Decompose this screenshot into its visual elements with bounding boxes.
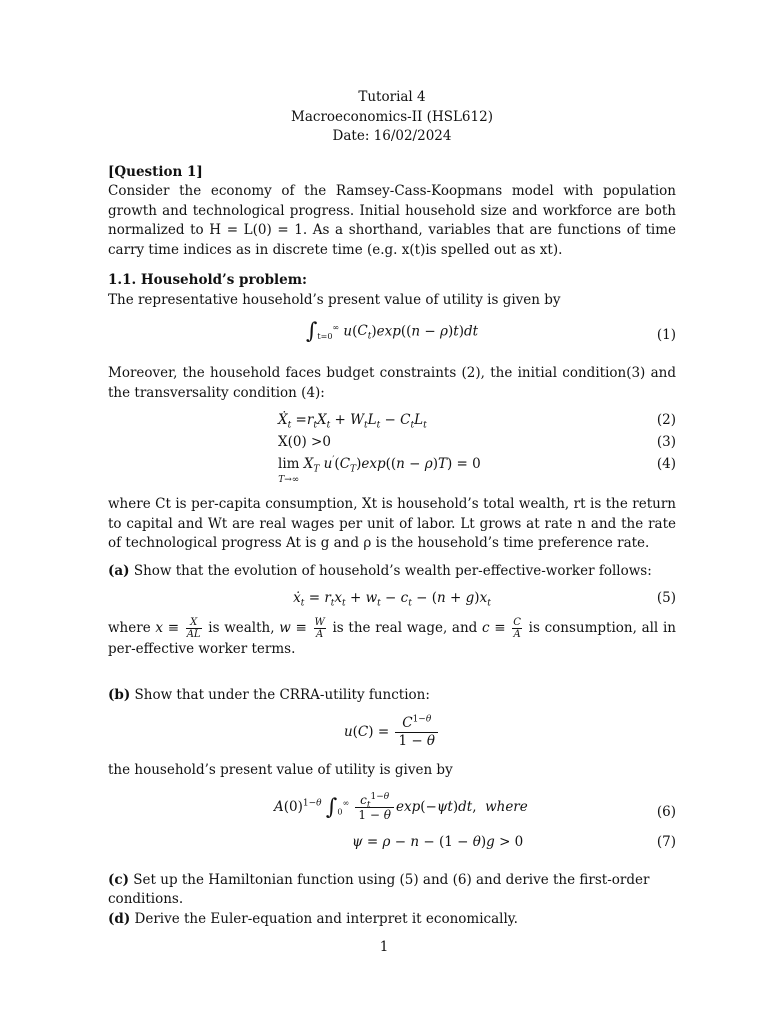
pv-text: The representative household’s present value of utility is given by [108,291,561,308]
equation-4-body: lim T→∞ $X_T$ $u'(C_T)\exp((n - \rho)T) = 0$ [278,455,481,485]
where-text: where Ct is per-capita consumption, Xt is household’s total wealth, rt is the return to capital and Wt are real wages per unit of labor. Lt grows at rate n and the rate of technological progress At is g and ρ is the household’s time preference rate. [108,496,676,551]
tutorial-date: Date: 16/02/2024 [332,128,452,144]
part-a [108,562,676,582]
equation-1-body: $\int_{t=0}^\infty$ $u(C_t)\exp((n - \rho)t)dt$ [305,319,479,344]
tutorial-title: Tutorial 4 [358,89,426,105]
part-d-label: (d) [108,910,131,927]
equation-6 [108,791,676,833]
equation-3-body: X(0) >0 [278,434,331,450]
equation-5-number: (5) [656,590,676,606]
equation-4 [108,455,676,485]
part-b-label: (b) [108,686,131,703]
header [108,88,676,147]
part-d [108,910,676,930]
equation-2-body: Ẋ$_t$ $=r_tX_t + W_tL_t - C_tL_t$ [278,412,427,431]
part-d-text: Derive the Euler-equation and interpret it economically. [130,910,518,927]
equation-6-number: (6) [656,803,676,820]
course-name: Macroeconomics-II (HSL612) [291,108,493,125]
part-a-text: Show that the evolution of household’s wealth per-effective-worker follows: [129,562,652,579]
part-a-where: where x ≡ $\frac{X}{AL}$ is wealth, w ≡ $\frac{W}{A}$ is the real wage, and c ≡ $\frac{C}{A}$ is consumption, all in per-effective worker terms. [108,617,676,657]
document-page [108,88,676,929]
equation-2-number: (2) [656,412,676,428]
crra-equation [108,715,676,757]
equation-1-number: (1) [656,327,676,343]
part-b [108,686,676,706]
equation-7-body: ψ = ρ − n − (1 − θ)g > 0 [352,833,524,850]
equation-7 [108,833,676,853]
equation-3-number: (3) [656,434,676,450]
part-b-text: Show that under the CRRA-utility function: [130,686,430,703]
section-heading: 1.1. Household’s problem: [108,272,308,288]
equation-3 [108,433,676,453]
page-number: 1 [379,939,389,955]
question-intro: Consider the economy of the Ramsey-Cass-Koopmans model with population growth and technological progress. Initial household size and workforce are both normalized to H = L(0) = 1. As a shorthand, variables that are functions of time carry time indices as in discrete time (e.g. x(t)is spelled out as xt). [108,183,676,258]
equation-2 [108,411,676,431]
part-c-text: Set up the Hamiltonian function using (5) and (6) and derive the first-order conditions. [108,871,650,907]
equation-1 [108,314,676,358]
equation-5-body: ẋ$_t$ = $r_tx_t + w_t - c_t - (n + g)x_t$ [293,590,491,609]
question-label: [Question 1] [108,163,203,180]
equation-4-number: (4) [656,456,676,472]
constraints-text: Moreover, the household faces budget constraints (2), the initial condition(3) and the transversality condition (4): [108,365,676,401]
equation-7-number: (7) [656,833,676,850]
part-a-where-tail: is consumption, all in per-effective worker terms. [108,620,676,657]
part-b-pv-text: the household’s present value of utility is given by [108,762,453,778]
crra-equation-body: u(C) = $\frac{C^{1-\theta}}{1 - \theta}$ [108,715,676,750]
equation-5 [108,589,676,609]
part-c [108,871,676,910]
part-c-label: (c) [108,871,129,888]
equation-6-body: $A(0)^{1-\theta}$ $\int_0^\infty$ $\frac{c_t^{1-\theta}}{1 - \theta}$ exp(−ψt)dt, where [274,791,528,822]
part-a-label: (a) [108,562,130,579]
